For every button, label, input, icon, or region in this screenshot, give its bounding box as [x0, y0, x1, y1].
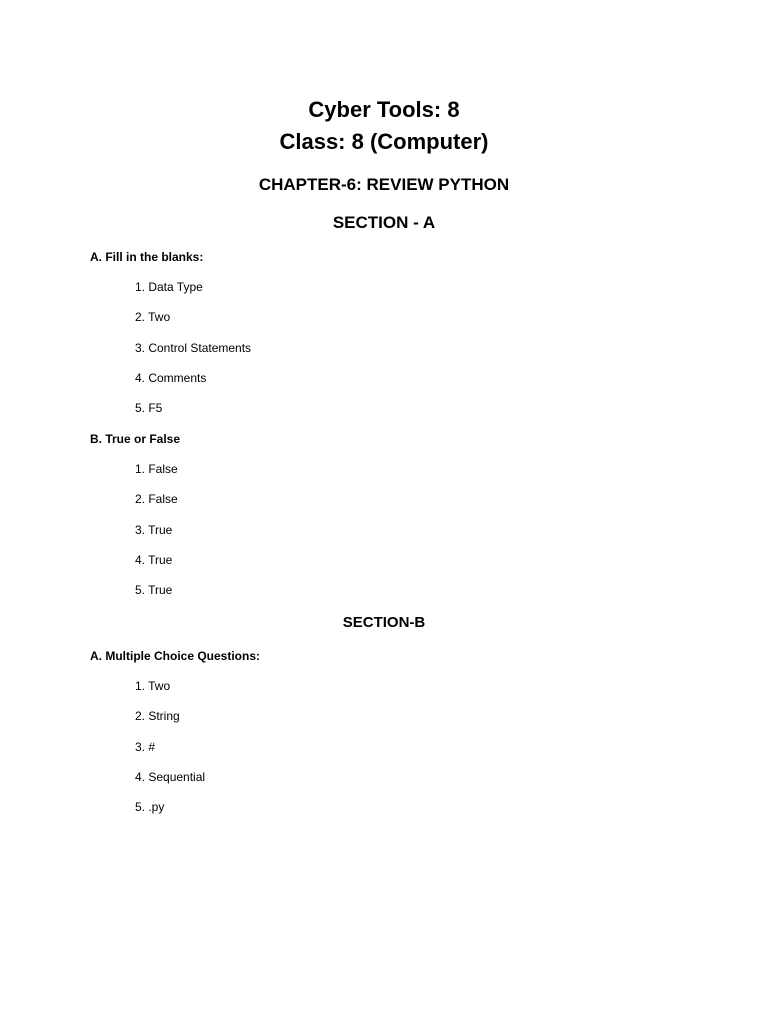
- chapter-heading: CHAPTER-6: REVIEW PYTHON: [258, 175, 510, 194]
- true-false-heading: B. True or False: [90, 432, 181, 446]
- fill-blanks-item: 2. Two: [135, 310, 171, 324]
- true-false-item: 4. True: [135, 553, 173, 567]
- true-false-item: 2. False: [135, 492, 178, 506]
- section-b-title: SECTION-B: [342, 614, 426, 631]
- fill-blanks-item: 4. Comments: [135, 371, 207, 385]
- section-a-title: SECTION - A: [332, 213, 436, 232]
- mcq-item: 5. .py: [135, 800, 165, 814]
- mcq-item: 4. Sequential: [135, 770, 206, 784]
- true-false-item: 1. False: [135, 462, 178, 476]
- fill-blanks-item: 3. Control Statements: [135, 341, 252, 355]
- document-title-line1: Cyber Tools: 8: [308, 97, 460, 122]
- true-false-item: 5. True: [135, 583, 173, 597]
- mcq-item: 2. String: [135, 709, 180, 723]
- fill-blanks-item: 1. Data Type: [135, 280, 203, 294]
- true-false-item: 3. True: [135, 523, 173, 537]
- fill-blanks-heading: A. Fill in the blanks:: [90, 250, 204, 264]
- fill-blanks-item: 5. F5: [135, 401, 163, 415]
- mcq-item: 1. Two: [135, 679, 171, 693]
- document-title-line2: Class: 8 (Computer): [279, 129, 489, 154]
- mcq-heading: A. Multiple Choice Questions:: [90, 649, 261, 663]
- mcq-item: 3. #: [135, 740, 156, 754]
